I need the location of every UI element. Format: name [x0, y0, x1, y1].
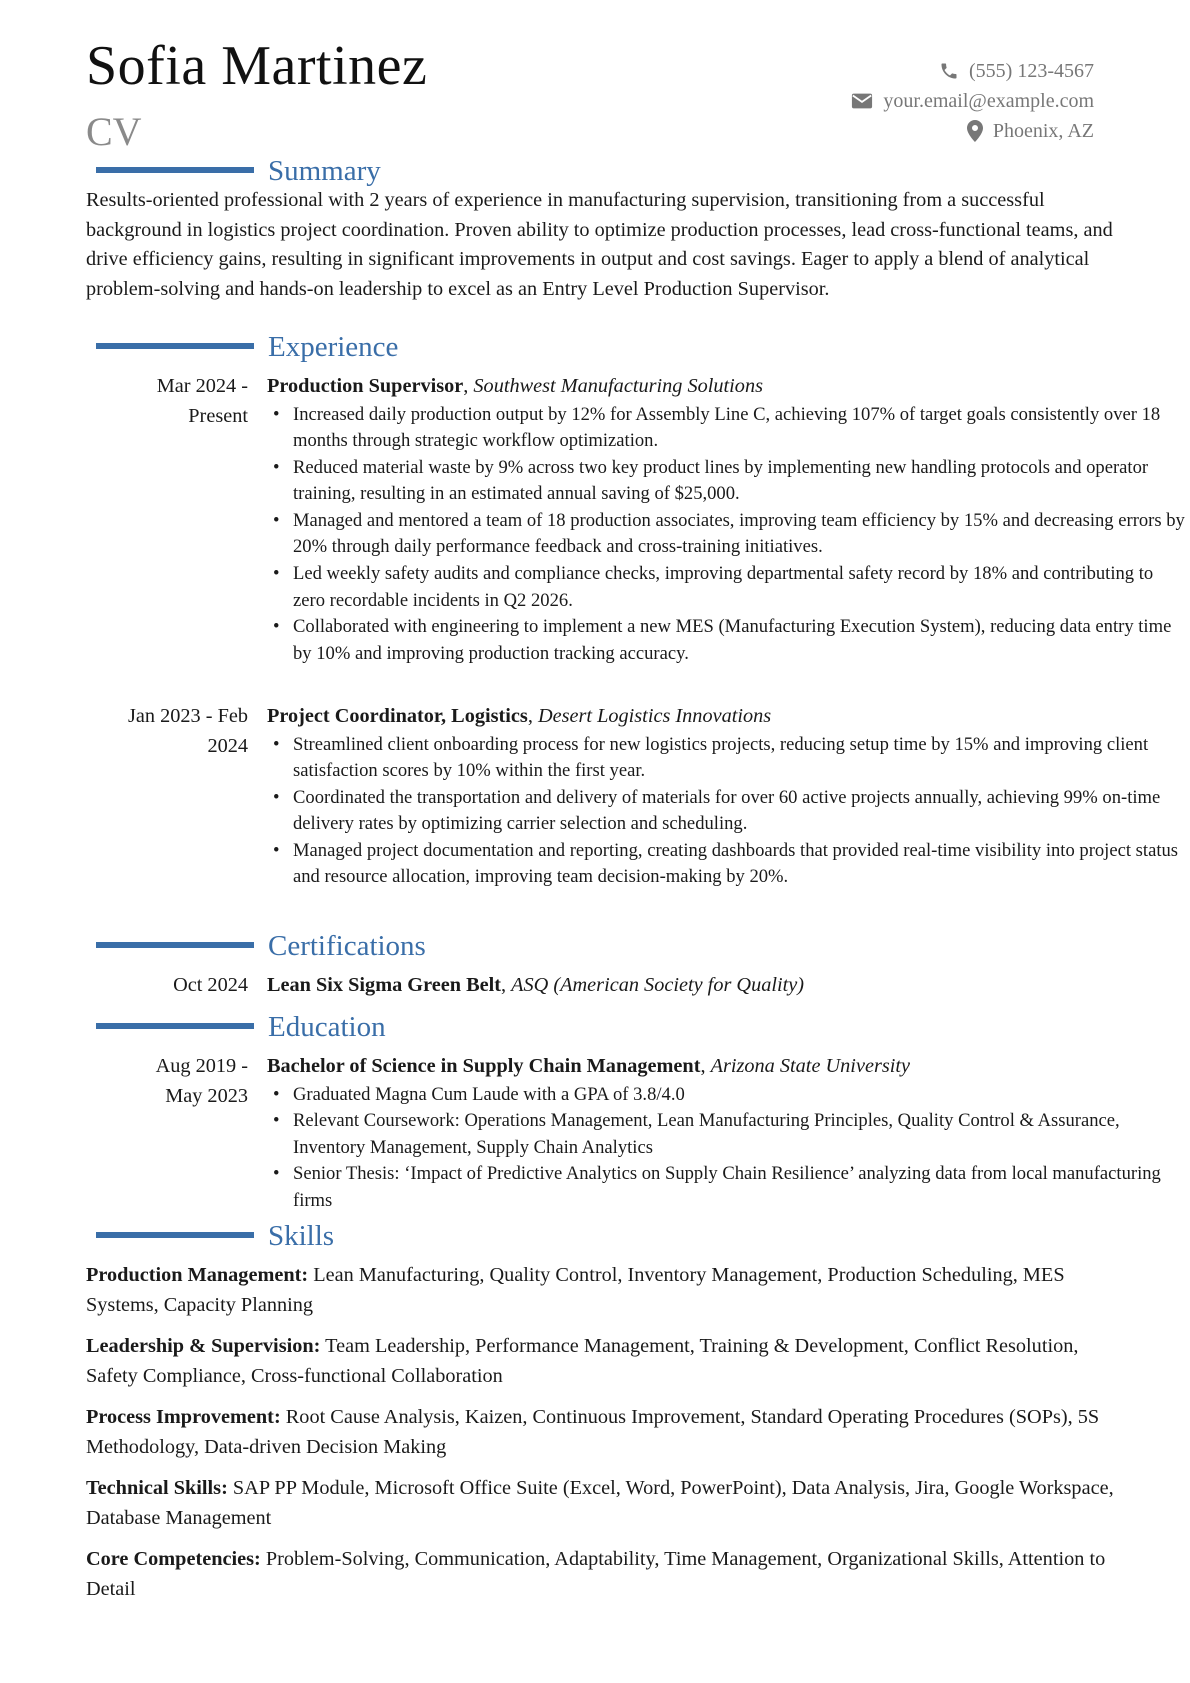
skill-items: Team Leadership, Performance Management, Training & Development, Conflict Resolution, Safety Compliance, Cross-functional Collaboration	[86, 1335, 1079, 1387]
location-text: Phoenix, AZ	[992, 120, 1094, 142]
list-item: • Coordinated the transportation and delivery of materials for over 60 active projects annually, achieving 99% on-time delivery rates by optimizing carrier selection and scheduling.	[267, 785, 1187, 838]
skill-row	[86, 1332, 1116, 1391]
date-end: Present	[188, 404, 248, 427]
map-marker-icon	[967, 120, 983, 142]
list-item: • Led weekly safety audits and compliance checks, improving departmental safety record by 18% and contributing to zero recordable incidents in Q2 2026.	[267, 561, 1187, 614]
section-summary-heading	[96, 154, 1096, 188]
date-end: May 2023	[165, 1084, 248, 1107]
section-rule	[96, 1232, 254, 1238]
section-title: Skills	[268, 1220, 335, 1252]
section-title: Summary	[268, 155, 381, 187]
section-title: Experience	[268, 331, 399, 363]
entry-heading: Project Coordinator, Logistics, Desert Logistics Innovations	[267, 705, 772, 727]
job-title: Production Supervisor	[267, 375, 464, 397]
list-item: • Senior Thesis: ‘Impact of Predictive Analytics on Supply Chain Resilience’ analyzing data from local manufacturing firms	[267, 1161, 1187, 1214]
phone-icon	[939, 61, 959, 81]
entry-heading: Bachelor of Science in Supply Chain Management, Arizona State University	[267, 1055, 910, 1077]
degree-title: Bachelor of Science in Supply Chain Management	[267, 1055, 701, 1077]
skill-items: Problem-Solving, Communication, Adaptability, Time Management, Organizational Skills, Attention to Detail	[86, 1548, 1106, 1600]
section-title: Education	[268, 1011, 386, 1043]
date-start: Aug 2019 -	[155, 1055, 248, 1077]
contact-email[interactable]	[851, 86, 1094, 116]
job-title: Project Coordinator, Logistics	[267, 705, 528, 727]
bullet-list	[267, 732, 1187, 892]
date-start: Mar 2024 -	[156, 375, 248, 397]
section-certifications-heading	[96, 929, 1096, 963]
skill-items: Lean Manufacturing, Quality Control, Inventory Management, Production Scheduling, MES Systems, Capacity Planning	[86, 1264, 1065, 1316]
contact-block	[851, 56, 1094, 146]
section-rule	[96, 1023, 254, 1029]
section-title: Certifications	[268, 930, 426, 962]
contact-phone[interactable]	[851, 56, 1094, 86]
entry-date: Oct 2024	[173, 974, 248, 996]
list-item: • Increased daily production output by 12% for Assembly Line C, achieving 107% of target goals consistently over 18 months through strategic workflow optimization.	[267, 402, 1187, 455]
list-item: • Reduced material waste by 9% across two key product lines by implementing new handling protocols and operator training, resulting in an estimated annual saving of $25,000.	[267, 455, 1187, 508]
entry-heading: Lean Six Sigma Green Belt, ASQ (American Society for Quality)	[267, 974, 805, 996]
employer: Southwest Manufacturing Solutions	[473, 375, 763, 397]
skill-category: Core Competencies:	[86, 1548, 261, 1570]
section-experience-heading	[96, 330, 1096, 364]
envelope-icon	[851, 92, 873, 110]
skill-category: Production Management:	[86, 1264, 309, 1286]
skill-category: Leadership & Supervision:	[86, 1335, 321, 1357]
entry-body	[267, 1052, 1187, 1214]
skill-items: Root Cause Analysis, Kaizen, Continuous Improvement, Standard Operating Procedures (SOPs), 5S Methodology, Data-driven Decision Making	[86, 1406, 1100, 1458]
skill-items: SAP PP Module, Microsoft Office Suite (Excel, Word, PowerPoint), Data Analysis, Jira, Google Workspace, Database Management	[86, 1477, 1114, 1529]
skill-category: Technical Skills:	[86, 1477, 228, 1499]
entry-date	[86, 702, 248, 761]
entry-body	[267, 971, 1187, 1001]
email-text: your.email@example.com	[883, 90, 1094, 112]
summary-paragraph: Results-oriented professional with 2 years of experience in manufacturing supervision, transitioning from a successful background in logistics project coordination. Proven ability to optimize production processes, lead cross-functional teams, and drive efficiency gains, resulting in significant improvements in output and cost savings. Eager to apply a blend of analytical problem-solving and hands-on leadership to excel as an Entry Level Production Supervisor.	[86, 189, 1113, 300]
phone-text: (555) 123-4567	[969, 60, 1094, 82]
section-rule	[96, 167, 254, 173]
entry-body	[267, 702, 1187, 891]
list-item: • Streamlined client onboarding process for new logistics projects, reducing setup time by 15% and improving client satisfaction scores by 10% within the first year.	[267, 732, 1187, 785]
skill-row	[86, 1545, 1116, 1604]
list-item: • Graduated Magna Cum Laude with a GPA of 3.8/4.0	[267, 1082, 1187, 1109]
skill-row	[86, 1403, 1116, 1462]
section-rule	[96, 343, 254, 349]
date-start: Jan 2023 - Feb	[128, 705, 248, 727]
entry-date	[86, 1052, 248, 1111]
section-skills-heading	[96, 1219, 1096, 1253]
employer: Desert Logistics Innovations	[537, 705, 772, 727]
entry-date	[86, 372, 248, 431]
document-subtitle: CV	[86, 109, 142, 154]
skill-row	[86, 1474, 1116, 1533]
skills-list	[86, 1261, 1116, 1616]
entry-body	[267, 372, 1187, 667]
list-item: • Collaborated with engineering to implement a new MES (Manufacturing Execution System), reducing data entry time by 10% and improving production tracking accuracy.	[267, 614, 1187, 667]
contact-location	[851, 116, 1094, 146]
institution: Arizona State University	[710, 1055, 910, 1077]
list-item: • Relevant Coursework: Operations Management, Lean Manufacturing Principles, Quality Control & Assurance, Inventory Management, Supply Chain Analytics	[267, 1108, 1187, 1161]
issuer: ASQ (American Society for Quality)	[511, 974, 805, 996]
skill-row	[86, 1261, 1116, 1320]
section-education-heading	[96, 1010, 1096, 1044]
skill-category: Process Improvement:	[86, 1406, 281, 1428]
section-rule	[96, 942, 254, 948]
candidate-name: Sofia Martinez	[86, 35, 428, 97]
certification-title: Lean Six Sigma Green Belt	[267, 974, 501, 996]
date-end: 2024	[207, 734, 248, 757]
entry-heading: Production Supervisor, Southwest Manufacturing Solutions	[267, 375, 763, 397]
list-item: • Managed and mentored a team of 18 production associates, improving team efficiency by 15% and decreasing errors by 20% through daily performance feedback and cross-training initiatives.	[267, 508, 1187, 561]
bullet-list	[267, 1082, 1187, 1215]
bullet-list	[267, 402, 1187, 668]
list-item: • Managed project documentation and reporting, creating dashboards that provided real-time visibility into project status and resource allocation, improving team decision-making by 20%.	[267, 838, 1187, 891]
